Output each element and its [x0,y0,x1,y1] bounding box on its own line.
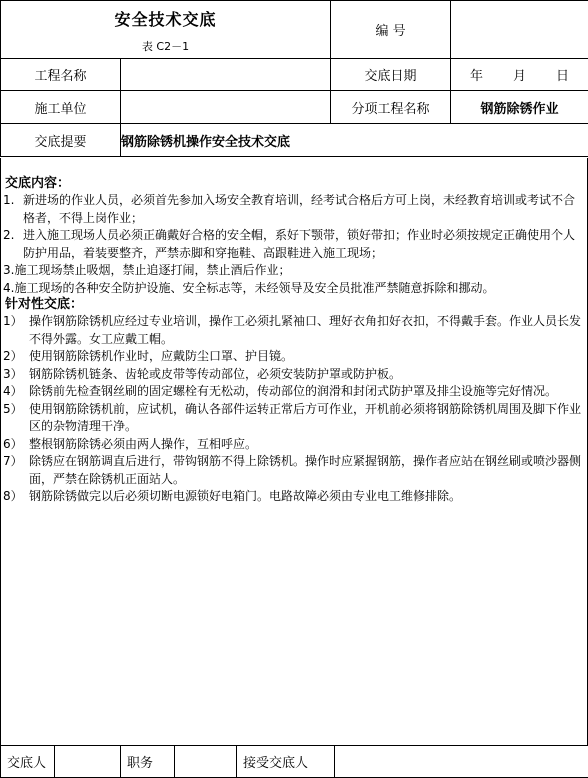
date-year-unit: 年 [470,69,484,84]
contractor-label: 施工单位 [1,91,121,124]
list-item-text: 使用钢筋除锈机前，应试机，确认各部件运转正常后方可作业，开机前必须将钢筋除锈机周围及脚下作业区的杂物清理干净。 [29,401,582,433]
list-item-number: 2. [3,228,15,242]
list-item-number: 1. [3,193,15,207]
list-item [1,366,587,384]
header-table [0,0,588,157]
list-item-text: 使用钢筋除锈机作业时，应戴防尘口罩、护目镜。 [29,349,294,363]
date-month-unit: 月 [513,69,527,84]
list-item-number: 2） [3,349,23,363]
list-item-number: 7） [3,454,23,468]
list-item-text: 整根钢筋除锈必须由两人操作，互相呼应。 [29,436,258,451]
list-item-number: 4） [3,384,23,398]
form-code: 表 C2－1 [141,40,190,53]
signature-table [0,745,588,778]
receiver-field[interactable] [335,746,588,778]
list-item [1,383,587,401]
date-label: 交底日期 [331,59,451,91]
list-item-text: 钢筋除锈机链条、齿轮或皮带等传动部位，必须安装防护罩或防护板。 [29,366,402,381]
specific-heading: 针对性交底： [5,297,84,312]
list-item-text: 新进场的作业人员，必须首先参加入场安全教育培训，经考试合格后方可上岗，未经教育培训或考试不合格者，不得上岗作业； [23,193,576,225]
list-item [1,192,587,227]
position-field[interactable] [175,746,237,778]
list-item-text: 除锈前先检查钢丝刷的固定螺栓有无松动，传动部位的润滑和封闭式防护罩及排尘设施等完好情况。 [29,384,558,398]
list-item-number: 3. [3,263,15,277]
list-item [1,488,587,506]
list-item-text: 进入施工现场人员必须正确戴好合格的安全帽，系好下颚带，锁好带扣；作业时必须按规定正确使用个人防护用品，着装要整齐，严禁赤脚和穿拖鞋、高跟鞋进入施工现场； [23,228,576,260]
disclosure-content [0,158,588,745]
number-label: 编 号 [331,1,451,59]
list-item-text: 施工现场的各种安全防护设施、安全标志等，未经领导及安全员批准严禁随意拆除和挪动。 [14,280,495,295]
list-item-text: 操作钢筋除锈机应经过专业培训，操作工必须扎紧袖口、理好衣角扣好衣扣，不得戴手套。作业人员长发不得外露。女工应戴工帽。 [29,314,582,346]
list-item [1,227,587,262]
list-item [1,401,587,436]
list-item [1,313,587,348]
receiver-label: 接受交底人 [237,746,335,778]
intro-heading: 交底内容： [5,176,71,191]
list-item-number: 8） [3,489,23,503]
list-item-number: 6） [3,436,23,451]
position-label: 职务 [121,746,175,778]
list-item [1,453,587,488]
list-item-number: 3） [3,366,23,381]
list-item [1,436,587,454]
list-item-number: 5） [3,401,23,416]
discloser-field[interactable] [55,746,121,778]
number-field[interactable] [451,1,588,59]
contractor-field[interactable] [121,91,331,124]
sub-project-value: 钢筋除锈作业 [451,91,588,124]
summary-value: 钢筋除锈机操作安全技术交底 [121,124,588,157]
list-item-number: 4. [3,280,15,295]
list-item-text: 除锈应在钢筋调直后进行，带钩钢筋不得上除锈机。操作时应紧握钢筋，操作者应站在钢丝刷或喷沙器侧面，严禁在除锈机正面站人。 [29,454,582,486]
form-title-cell [1,1,331,59]
list-item [1,262,587,280]
list-item-text: 施工现场禁止吸烟，禁止追逐打闹，禁止酒后作业； [14,263,291,277]
summary-label: 交底提要 [1,124,121,157]
list-item [1,348,587,366]
discloser-label: 交底人 [1,746,55,778]
date-field[interactable] [451,59,588,91]
list-item [1,280,587,298]
project-name-field[interactable] [121,59,331,91]
date-day-unit: 日 [556,69,570,84]
list-item-number: 1） [3,314,23,328]
project-name-label: 工程名称 [1,59,121,91]
form-title: 安全技术交底 [114,10,217,29]
sub-project-label: 分项工程名称 [331,91,451,124]
list-item-text: 钢筋除锈做完以后必须切断电源锁好电箱门。电路故障必须由专业电工维修排除。 [29,489,462,503]
